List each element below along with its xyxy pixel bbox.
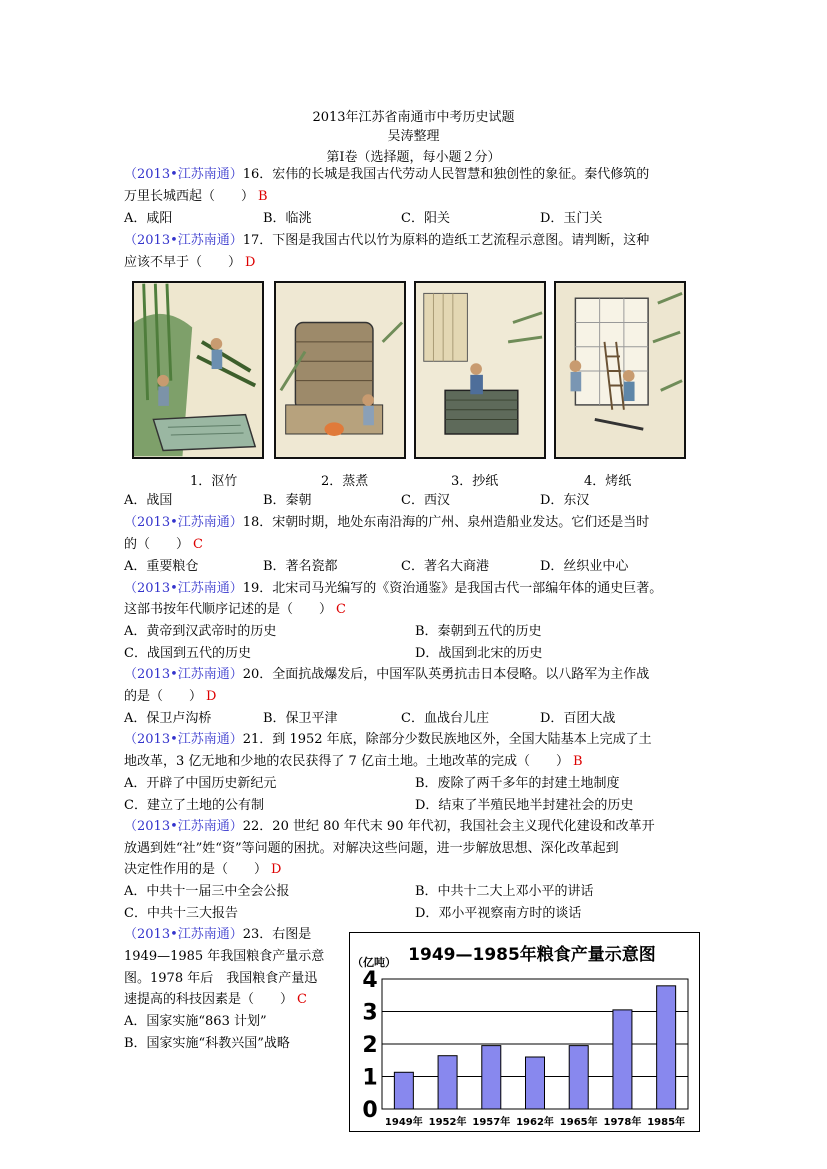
q23-line4 xyxy=(124,991,307,1009)
q17-stem-2: 应该不早于（ ） xyxy=(124,255,242,270)
q20-answer: D xyxy=(206,689,217,704)
soaking-bamboo-illustration xyxy=(134,283,262,457)
q22-source: （2013•江苏南通） xyxy=(124,819,243,834)
bar-1965年 xyxy=(569,1046,588,1109)
q17-option-d: D．东汉 xyxy=(540,493,590,508)
bar-1978年 xyxy=(613,1010,632,1109)
q21-option-a: A．开辟了中国历史新纪元 xyxy=(124,776,277,791)
q23-line2: 1949—1985 年我国粮食产量示意 xyxy=(124,949,325,964)
q18-option-d: D．丝织业中心 xyxy=(540,559,629,574)
q19-option-b: B．秦朝到五代的历史 xyxy=(415,624,542,639)
caption-2: 2．蒸煮 xyxy=(321,474,369,489)
q16-line1 xyxy=(124,166,649,184)
q21-option-c: C．建立了土地的公有制 xyxy=(124,798,264,813)
q22-option-d: D．邓小平视察南方时的谈话 xyxy=(415,906,582,921)
q16-option-c: C．阳关 xyxy=(401,211,450,226)
y-tick-label: 4 xyxy=(362,968,378,993)
q17-line2 xyxy=(124,254,255,272)
y-tick-label: 1 xyxy=(362,1065,378,1091)
bar-1985年 xyxy=(657,986,676,1109)
x-tick-label: 1962年 xyxy=(516,1117,554,1128)
q20-option-a: A．保卫卢沟桥 xyxy=(124,711,212,726)
q22-option-a: A．中共十一届三中全会公报 xyxy=(124,884,290,899)
papermaking-image-4 xyxy=(554,281,686,459)
q18-option-b: B．著名瓷都 xyxy=(263,559,338,574)
q18-stem-1: 18．宋朝时期，地处东南沿海的广州、泉州造船业发达。它们还是当时 xyxy=(242,515,650,530)
q21-option-d: D．结束了半殖民地半封建社会的历史 xyxy=(415,798,634,813)
paper-drying-illustration xyxy=(556,283,684,457)
x-tick-label: 1957年 xyxy=(472,1117,511,1128)
q23-stem-4: 速提高的科技因素是（ ） xyxy=(124,992,294,1007)
q18-option-a: A．重要粮仓 xyxy=(124,559,199,574)
q20-line2 xyxy=(124,688,216,706)
q16-stem-1: 16．宏伟的长城是我国古代劳动人民智慧和独创性的象征。秦代修筑的 xyxy=(242,167,650,182)
bar-1962年 xyxy=(526,1057,545,1109)
q17-option-a: A．战国 xyxy=(124,493,173,508)
chart-title: 1949—1985年粮食产量示意图 xyxy=(408,945,656,965)
q16-option-b: B．临洮 xyxy=(263,211,312,226)
q21-line1 xyxy=(124,731,652,749)
bar-1949年 xyxy=(394,1072,413,1109)
q17-option-c: C．西汉 xyxy=(401,493,450,508)
x-tick-label: 1985年 xyxy=(647,1117,686,1128)
papermaking-image-3 xyxy=(414,281,546,459)
steaming-boiling-illustration xyxy=(276,283,404,457)
x-tick-label: 1965年 xyxy=(559,1117,598,1128)
caption-1: 1．沤竹 xyxy=(190,474,238,489)
q22-line2: 放遇到姓“社”姓“资”等问题的困扰。对解决这些问题，进一步解放思想、深化改革起到 xyxy=(124,841,619,856)
q19-line1 xyxy=(124,580,662,598)
y-tick-label: 2 xyxy=(362,1033,378,1058)
q19-option-c: C．战国到五代的历史 xyxy=(124,646,251,661)
q23-answer: C xyxy=(297,992,307,1007)
q22-stem-3: 决定性作用的是（ ） xyxy=(124,862,268,877)
q20-stem-1: 20．全面抗战爆发后，中国军队英勇抗击日本侵略。以八路军为主作战 xyxy=(242,667,650,682)
q21-answer: B xyxy=(572,754,583,769)
q19-source: （2013•江苏南通） xyxy=(124,581,243,596)
q16-answer: B xyxy=(258,189,268,204)
grain-chart-svg xyxy=(350,933,699,1131)
q18-source: （2013•江苏南通） xyxy=(124,515,243,530)
q17-option-b: B．秦朝 xyxy=(263,493,312,508)
q23-line3: 图。1978 年后 我国粮食产量迅 xyxy=(124,971,318,986)
papermaking-image-1 xyxy=(132,281,264,459)
x-tick-label: 1949年 xyxy=(384,1117,423,1128)
q17-source: （2013•江苏南通） xyxy=(124,233,243,248)
q17-answer: D xyxy=(245,255,256,270)
grain-production-chart xyxy=(349,932,700,1132)
x-tick-label: 1978年 xyxy=(603,1117,642,1128)
x-tick-label: 1952年 xyxy=(428,1117,467,1128)
q22-option-b: B．中共十二大上邓小平的讲话 xyxy=(415,884,594,899)
q23-stem-1: 23．右图是 xyxy=(242,927,312,942)
q22-answer: D xyxy=(271,862,282,877)
q19-stem-2: 这部书按年代顺序记述的是（ ） xyxy=(124,602,333,617)
paper-scooping-illustration xyxy=(416,283,544,457)
q20-line1 xyxy=(124,666,649,684)
q18-answer: C xyxy=(193,537,203,552)
q21-source: （2013•江苏南通） xyxy=(124,732,243,747)
caption-3: 3．抄纸 xyxy=(451,474,499,489)
bar-1957年 xyxy=(482,1046,501,1109)
q23-source: （2013•江苏南通） xyxy=(124,927,243,942)
q19-line2 xyxy=(124,601,346,619)
q16-line2 xyxy=(124,188,268,206)
section-heading: 第Ⅰ卷（选择题，每小题２分） xyxy=(326,150,501,165)
q21-line2 xyxy=(124,753,583,771)
q20-option-d: D．百团大战 xyxy=(540,711,616,726)
q16-source: （2013•江苏南通） xyxy=(124,167,243,182)
q19-answer: C xyxy=(336,602,346,617)
bar-1952年 xyxy=(438,1056,457,1109)
q21-option-b: B．废除了两千多年的封建土地制度 xyxy=(415,776,620,791)
y-tick-label: 0 xyxy=(362,1098,378,1123)
q22-stem-1: 22．20 世纪 80 年代末 90 年代初，我国社会主义现代化建设和改革开 xyxy=(242,819,655,834)
caption-4: 4．烤纸 xyxy=(584,474,632,489)
q23-option-a: A．国家实施“863 计划” xyxy=(124,1014,267,1029)
q21-stem-2: 地改革，3 亿无地和少地的农民获得了 7 亿亩土地。土地改革的完成（ ） xyxy=(124,754,569,769)
q23-line1 xyxy=(124,926,311,944)
q21-stem-1: 21．到 1952 年底，除部分少数民族地区外，全国大陆基本上完成了土 xyxy=(242,732,652,747)
y-tick-label: 3 xyxy=(362,1000,378,1026)
q22-line1 xyxy=(124,818,655,836)
q19-stem-1: 19．北宋司马光编写的《资治通鉴》是我国古代一部编年体的通史巨著。 xyxy=(242,581,663,596)
author-line: 吴涛整理 xyxy=(387,129,440,144)
q18-line1 xyxy=(124,514,649,532)
q19-option-d: D．战国到北宋的历史 xyxy=(415,646,543,661)
q20-source: （2013•江苏南通） xyxy=(124,667,243,682)
q20-option-b: B．保卫平津 xyxy=(263,711,338,726)
q17-stem-1: 17．下图是我国古代以竹为原料的造纸工艺流程示意图。请判断，这种 xyxy=(242,233,650,248)
q23-option-b: B．国家实施“科教兴国”战略 xyxy=(124,1036,290,1051)
q19-option-a: A．黄帝到汉武帝时的历史 xyxy=(124,624,277,639)
q16-option-d: D．玉门关 xyxy=(540,211,603,226)
q22-line3 xyxy=(124,861,281,879)
exam-title: 2013年江苏省南通市中考历史试题 xyxy=(312,110,515,125)
q20-option-c: C．血战台儿庄 xyxy=(401,711,489,726)
chart-ylabel: （亿吨） xyxy=(352,956,396,969)
q22-option-c: C．中共十三大报告 xyxy=(124,906,238,921)
q18-stem-2: 的（ ） xyxy=(124,537,190,552)
q18-option-c: C．著名大商港 xyxy=(401,559,489,574)
q16-option-a: A．咸阳 xyxy=(124,211,173,226)
papermaking-image-2 xyxy=(274,281,406,459)
q20-stem-2: 的是（ ） xyxy=(124,689,203,704)
q17-line1 xyxy=(124,232,649,250)
q18-line2 xyxy=(124,536,203,554)
q16-stem-2: 万里长城西起（ ） xyxy=(124,189,255,204)
